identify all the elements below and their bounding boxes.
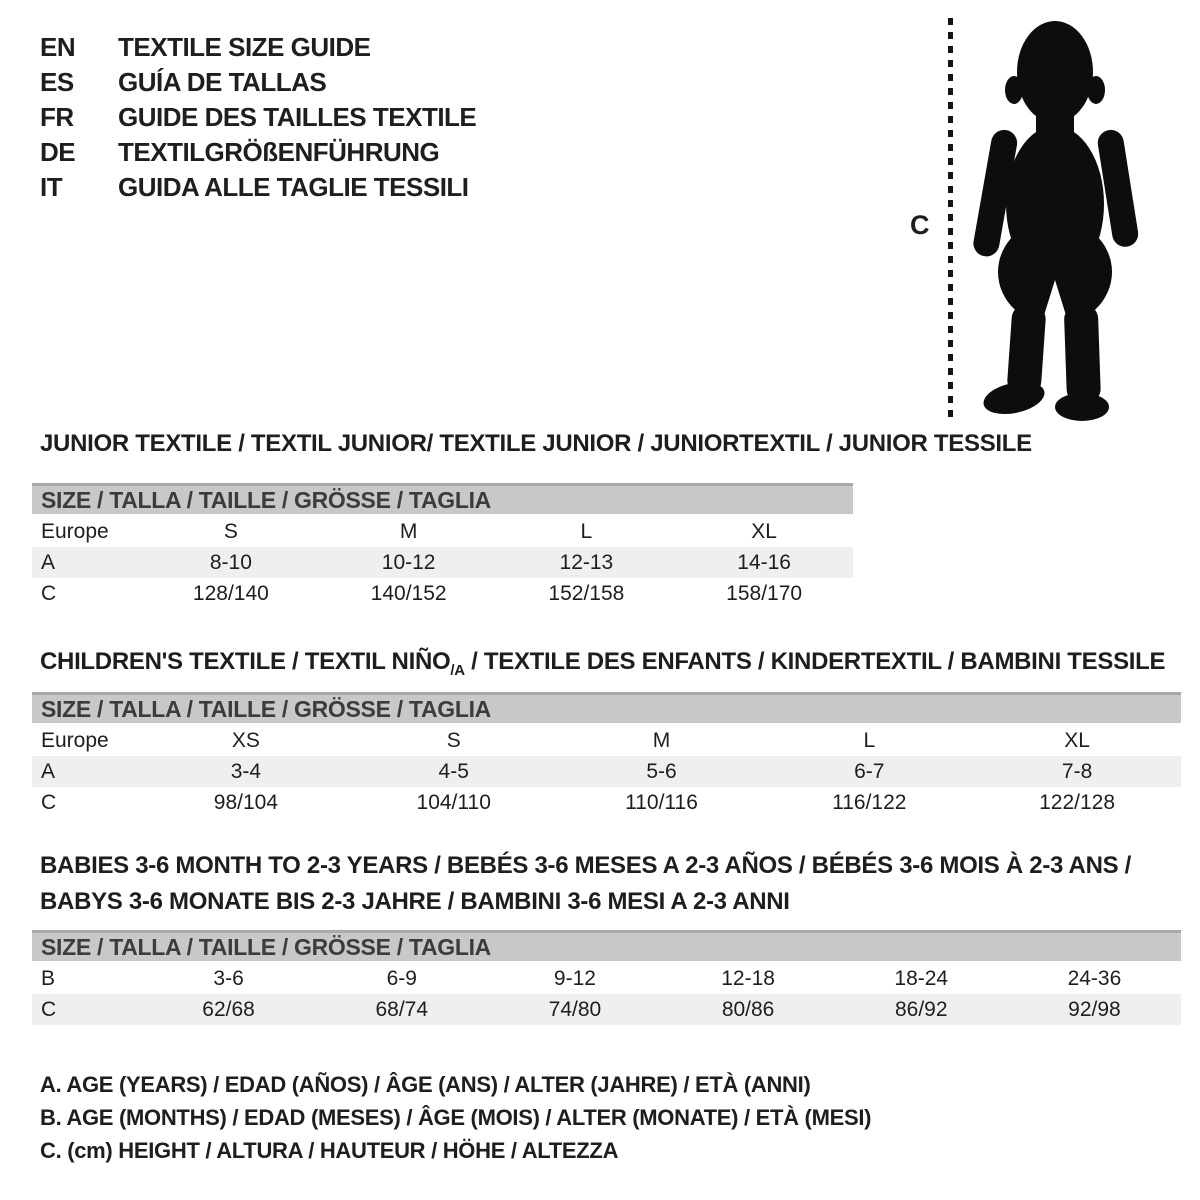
table-cell: 68/74 — [375, 997, 429, 1021]
table-cell: M — [399, 519, 418, 543]
table-cell: 3-6 — [213, 966, 244, 990]
junior-section-title: JUNIOR TEXTILE / TEXTIL JUNIOR/ TEXTILE JUNIOR / JUNIORTEXTIL / JUNIOR TESSILE — [40, 430, 1032, 457]
children-title-subscript: /A — [450, 662, 465, 679]
table-cell: 116/122 — [832, 790, 907, 814]
table-row — [32, 516, 853, 547]
language-label: TEXTILE SIZE GUIDE — [118, 32, 371, 62]
row-label: C — [41, 997, 57, 1021]
table-row — [32, 756, 1181, 787]
table-cell: S — [223, 519, 238, 543]
table-cell: 86/92 — [894, 997, 948, 1021]
table-row — [32, 547, 853, 578]
language-label: GUIDE DES TAILLES TEXTILE — [118, 102, 477, 132]
table-row — [32, 725, 1181, 756]
babies-size-table — [32, 930, 1181, 1025]
row-label: C — [41, 790, 57, 814]
table-cell: 104/110 — [416, 790, 491, 814]
table-cell: 140/152 — [370, 581, 447, 605]
table-cell: 110/116 — [625, 790, 698, 814]
table-cell: 7-8 — [1061, 759, 1093, 783]
row-label: A — [41, 550, 56, 574]
table-cell: XS — [231, 728, 260, 752]
table-cell: 3-4 — [230, 759, 262, 783]
babies-section-title — [40, 848, 1131, 920]
table-cell: 18-24 — [894, 966, 949, 990]
children-title-prefix: CHILDREN'S TEXTILE / TEXTIL NIÑO — [40, 648, 451, 675]
language-label: TEXTILGRÖßENFÜHRUNG — [118, 137, 440, 167]
table-cell: 10-12 — [381, 550, 436, 574]
language-code: DE — [40, 137, 76, 167]
table-cell: 6-9 — [386, 966, 417, 990]
table-cell: 12-18 — [721, 966, 775, 990]
table-cell: 9-12 — [553, 966, 596, 990]
table-cell: XL — [751, 519, 777, 543]
language-code: ES — [40, 67, 74, 97]
language-row — [40, 135, 476, 170]
row-label: Europe — [41, 519, 109, 543]
language-code: FR — [40, 102, 74, 132]
legend-line: C. (cm) HEIGHT / ALTURA / HAUTEUR / HÖHE / ALTEZZA — [40, 1138, 619, 1163]
junior-size-table — [32, 483, 853, 609]
legend-line: A. AGE (YEARS) / EDAD (AÑOS) / ÂGE (ANS) / ALTER (JAHRE) / ETÀ (ANNI) — [40, 1072, 811, 1097]
children-table-rows — [32, 725, 1181, 818]
table-cell: 98/104 — [213, 790, 279, 814]
table-cell: XL — [1064, 728, 1090, 752]
language-title-list — [40, 30, 476, 205]
language-code: IT — [40, 172, 63, 202]
table-cell: 128/140 — [192, 581, 269, 605]
language-row — [40, 100, 476, 135]
table-cell: 92/98 — [1068, 997, 1121, 1021]
table-cell: 152/158 — [548, 581, 625, 605]
table-cell: 122/128 — [1039, 790, 1116, 814]
table-row — [32, 963, 1181, 994]
baby-silhouette-icon — [958, 14, 1158, 424]
row-label: C — [41, 581, 57, 605]
table-row — [32, 994, 1181, 1025]
table-cell: 5-6 — [646, 759, 677, 783]
baby-height-figure — [900, 12, 1180, 424]
row-label: Europe — [41, 728, 109, 752]
children-title-suffix: / TEXTILE DES ENFANTS / KINDERTEXTIL / BAMBINI TESSILE — [464, 648, 1166, 675]
junior-table-rows — [32, 516, 853, 609]
children-size-table — [32, 692, 1181, 818]
table-cell: S — [446, 728, 461, 752]
table-cell: 8-10 — [209, 550, 252, 574]
language-row — [40, 170, 476, 205]
table-row — [32, 578, 853, 609]
row-label: B — [41, 966, 56, 990]
babies-table-rows — [32, 963, 1181, 1025]
table-cell: M — [652, 728, 671, 752]
language-row — [40, 65, 476, 100]
language-code: EN — [40, 32, 76, 62]
row-label: A — [41, 759, 56, 783]
language-label: GUIDA ALLE TAGLIE TESSILI — [118, 172, 469, 202]
size-header-bar: SIZE / TALLA / TAILLE / GRÖSSE / TAGLIA — [32, 930, 1181, 961]
language-label: GUÍA DE TALLAS — [118, 67, 327, 97]
size-header-bar: SIZE / TALLA / TAILLE / GRÖSSE / TAGLIA — [32, 483, 853, 514]
table-cell: 24-36 — [1067, 966, 1122, 990]
size-header-bar: SIZE / TALLA / TAILLE / GRÖSSE / TAGLIA — [32, 692, 1181, 723]
height-measure-label: C — [910, 210, 930, 240]
table-cell: 80/86 — [721, 997, 775, 1021]
height-dashed-line — [948, 18, 953, 420]
language-row — [40, 30, 476, 65]
table-cell: L — [863, 728, 876, 752]
table-cell: 74/80 — [548, 997, 602, 1021]
table-cell: 62/68 — [202, 997, 255, 1021]
measurement-legend — [40, 1072, 871, 1171]
table-row — [32, 787, 1181, 818]
children-section-title — [40, 648, 1165, 679]
table-cell: 14-16 — [737, 550, 791, 574]
babies-title-line1: BABIES 3-6 MONTH TO 2-3 YEARS / BEBÉS 3-6 MESES A 2-3 AÑOS / BÉBÉS 3-6 MOIS À 2-3 ANS / — [40, 852, 1132, 879]
table-cell: 158/170 — [726, 581, 803, 605]
table-cell: 4-5 — [438, 759, 469, 783]
legend-line: B. AGE (MONTHS) / EDAD (MESES) / ÂGE (MOIS) / ALTER (MONATE) / ETÀ (MESI) — [40, 1105, 872, 1130]
table-cell: 6-7 — [854, 759, 885, 783]
table-cell: 12-13 — [559, 550, 614, 574]
babies-title-line2: BABYS 3-6 MONATE BIS 2-3 JAHRE / BAMBINI 3-6 MESI A 2-3 ANNI — [40, 888, 790, 915]
table-cell: L — [580, 519, 593, 543]
